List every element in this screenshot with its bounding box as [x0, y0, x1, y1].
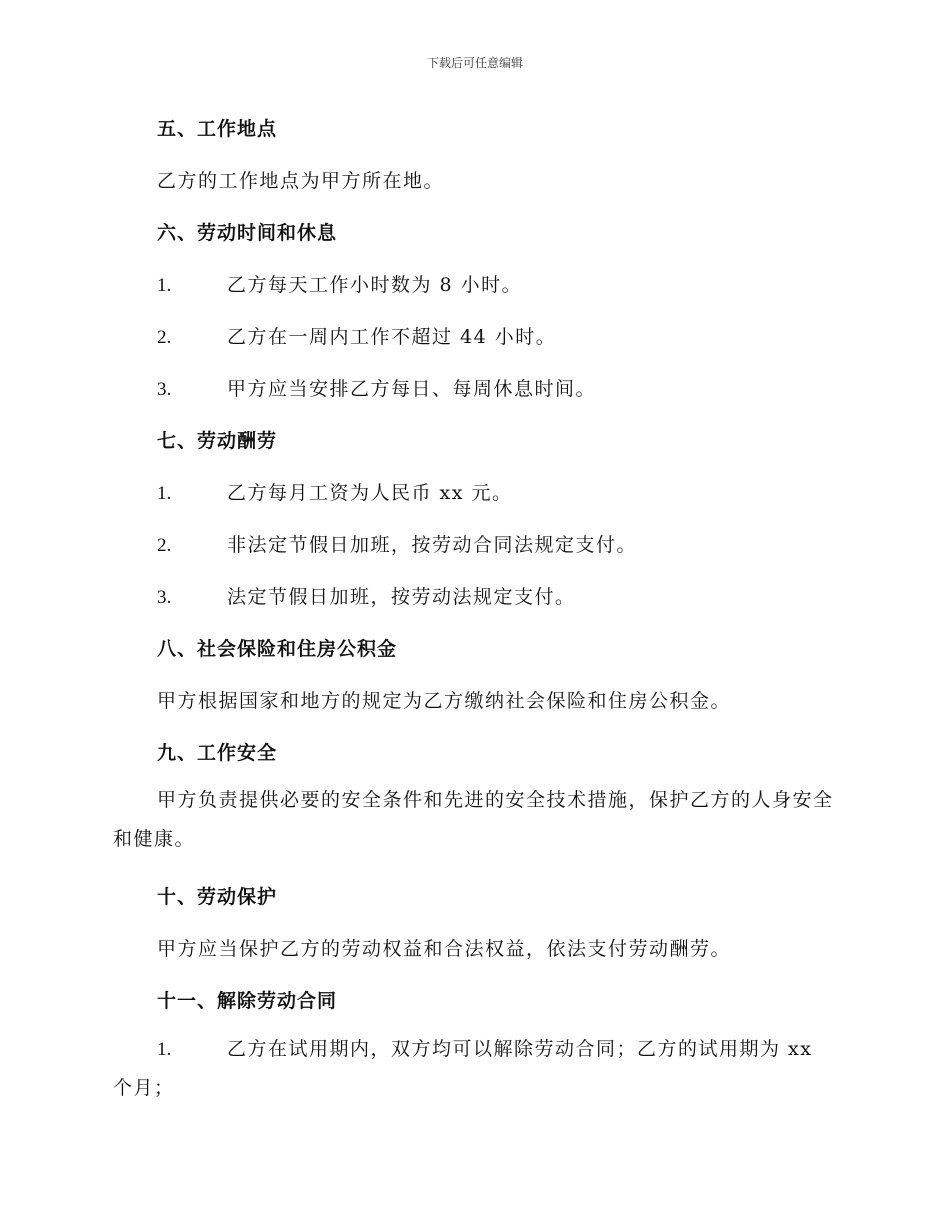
list-item-text: 乙方在一周内工作不超过 44 小时。	[227, 326, 557, 348]
list-item-number: 2.	[157, 327, 172, 348]
paragraph-work-location: 乙方的工作地点为甲方所在地。	[157, 170, 445, 192]
list-item	[157, 322, 556, 349]
section-heading-social-insurance: 八、社会保险和住房公积金	[157, 638, 398, 660]
list-item-number: 1.	[157, 483, 172, 504]
list-item-text: 甲方应当安排乙方每日、每周休息时间。	[227, 378, 597, 400]
list-item-number: 2.	[157, 535, 172, 556]
section-heading-contract-termination: 十一、解除劳动合同	[157, 990, 338, 1012]
list-item-number: 1.	[157, 275, 172, 296]
section-heading-remuneration: 七、劳动酬劳	[157, 430, 278, 452]
list-item-number: 3.	[157, 587, 172, 608]
list-item-text: 乙方在试用期内，双方均可以解除劳动合同；乙方的试用期为 xx 个月；	[113, 1038, 813, 1099]
paragraph-work-safety: 甲方负责提供必要的安全条件和先进的安全技术措施，保护乙方的人身安全和健康。	[113, 789, 834, 850]
list-item	[157, 582, 576, 609]
section-heading-work-location: 五、工作地点	[157, 118, 278, 140]
list-item-number: 1.	[157, 1039, 172, 1060]
list-item	[157, 270, 522, 297]
list-item-number: 3.	[157, 379, 172, 400]
paragraph-labor-protection: 甲方应当保护乙方的劳动权益和合法权益，依法支付劳动酬劳。	[157, 938, 732, 960]
section-heading-labor-protection: 十、劳动保护	[157, 886, 278, 908]
list-item	[113, 1030, 838, 1108]
paragraph-social-insurance: 甲方根据国家和地方的规定为乙方缴纳社会保险和住房公积金。	[157, 690, 732, 712]
list-item-text: 乙方每天工作小时数为 8 小时。	[227, 274, 523, 296]
list-item-text: 乙方每月工资为人民币 xx 元。	[227, 482, 513, 504]
section-heading-working-hours: 六、劳动时间和休息	[157, 222, 338, 244]
list-item	[157, 530, 637, 557]
section-heading-work-safety: 九、工作安全	[157, 742, 278, 764]
list-item-text: 非法定节假日加班，按劳动合同法规定支付。	[227, 534, 638, 556]
list-item-text: 法定节假日加班，按劳动法规定支付。	[227, 586, 576, 608]
list-item	[157, 374, 596, 401]
list-item	[157, 478, 513, 505]
page-header: 下载后可任意编辑	[426, 56, 523, 70]
